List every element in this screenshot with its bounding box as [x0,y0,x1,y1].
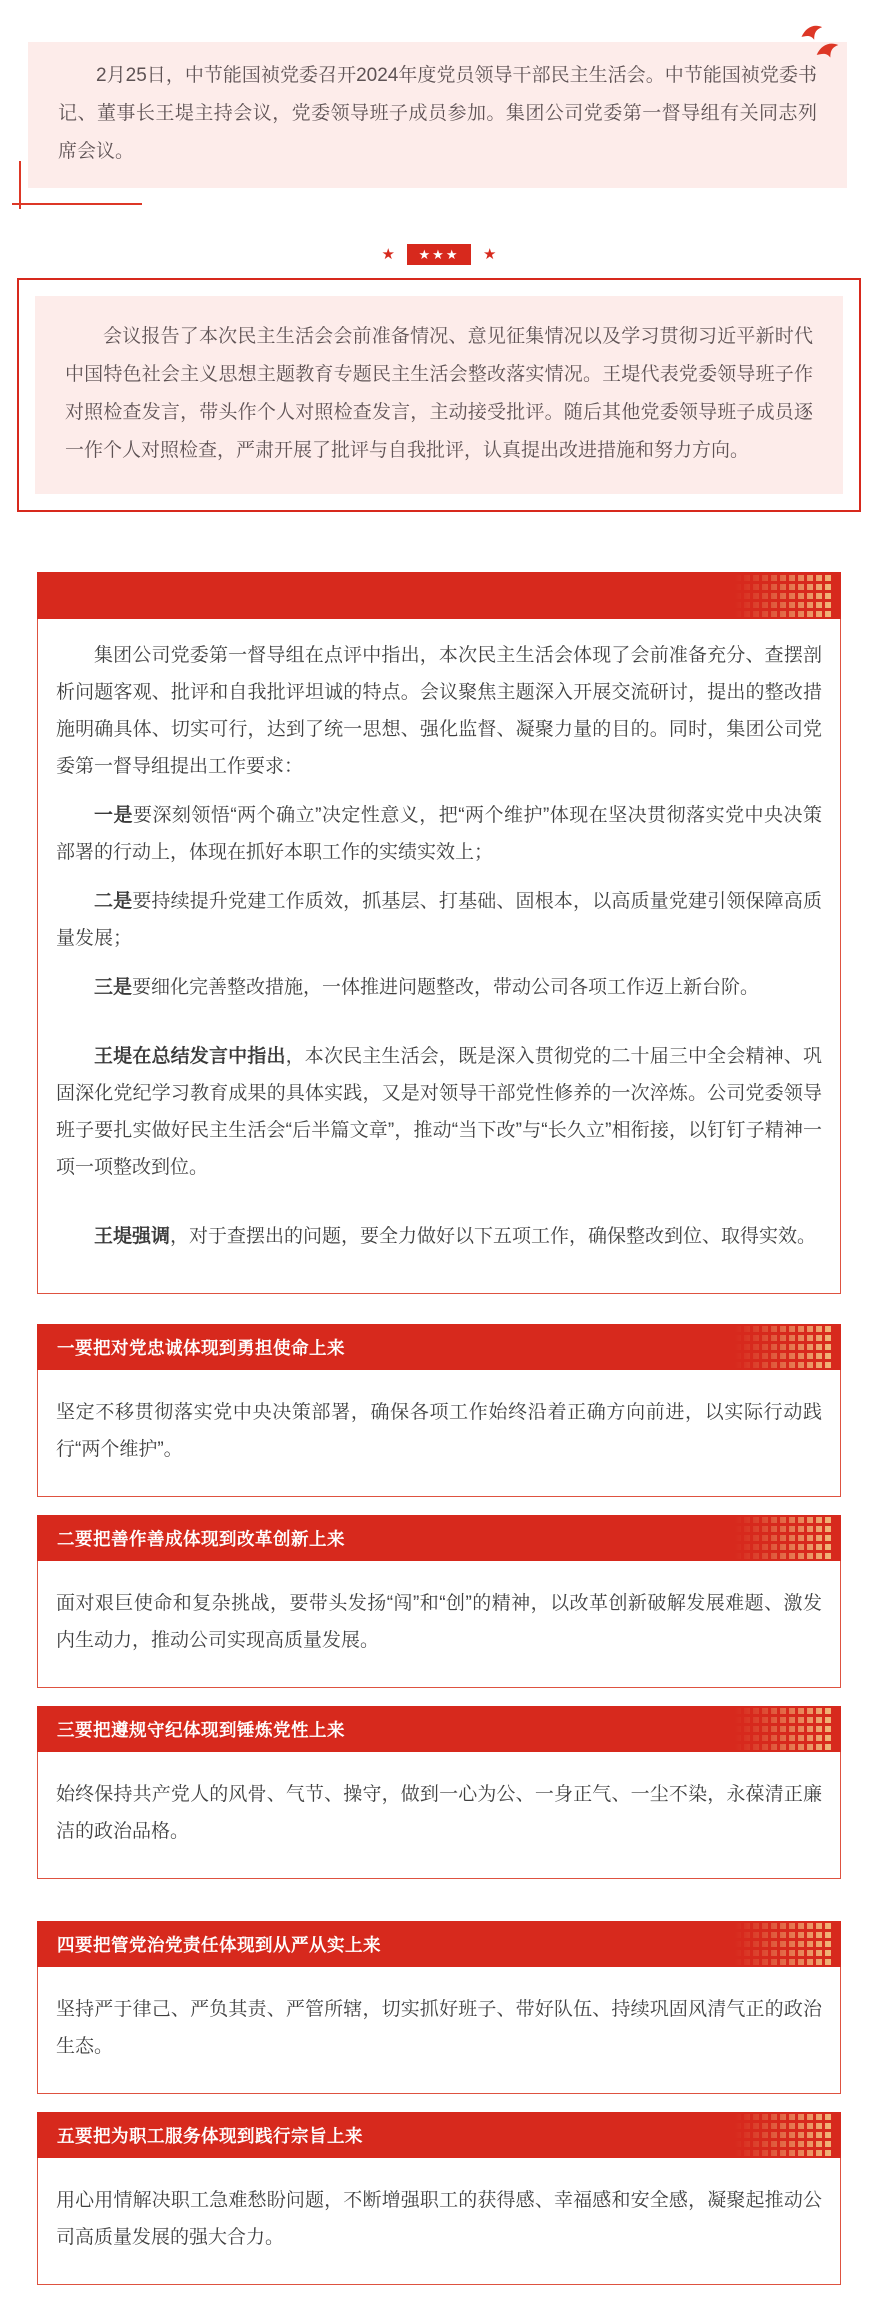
point-card-1-header [37,1324,841,1370]
point-card-3-body [37,1752,841,1879]
summary-paragraph: 王堤强调，对于查摆出的问题，要全力做好以下五项工作，确保整改到位、取得实效。 [94,1226,817,1247]
paragraph-lead: 三是 [94,977,133,998]
point-card-title: 三要把遵规守纪体现到锤炼党性上来 [57,1719,345,1740]
point-card-1-body [37,1370,841,1497]
star-icon: ★ [483,246,497,263]
point-card-3 [37,1706,841,1879]
quote-paragraph: 会议报告了本次民主生活会会前准备情况、意见征集情况以及学习贯彻习近平新时代中国特色社会主义思想主题教育专题民主生活会整改落实情况。王堤代表党委领导班子作对照检查发言，带头作个人对照检查发言，主动接受批评。随后其他党委领导班子成员逐一作个人对照检查，严肃开展了批评与自我批评，认真提出改进措施和努力方向。 [65,326,813,461]
point-card-text: 坚定不移贯彻落实党中央决策部署，确保各项工作始终沿着正确方向前进，以实际行动践行“两个维护”。 [56,1402,822,1460]
summary-paragraph: 集团公司党委第一督导组在点评中指出，本次民主生活会体现了会前准备充分、查摆剖析问题客观、批评和自我批评坦诚的特点。会议聚焦主题深入开展交流研讨，提出的整改措施明确具体、切实可行，达到了统一思想、强化监督、凝聚力量的目的。同时，集团公司党委第一督导组提出工作要求： [56,645,822,777]
dot-grid-ornament [735,1326,834,1368]
point-card-2-header [37,1515,841,1561]
intro-paragraph: 2月25日，中节能国祯党委召开2024年度党员领导干部民主生活会。中节能国祯党委书记、董事长王堤主持会议，党委领导班子成员参加。集团公司党委第一督导组有关同志列席会议。 [58,65,817,162]
point-card-1 [37,1324,841,1497]
point-card-title: 四要把管党治党责任体现到从严从实上来 [57,1934,381,1955]
corner-line-horizontal [12,203,142,205]
star-divider [0,244,878,265]
point-card-5-header [37,2112,841,2158]
paragraph-lead: 王堤强调 [94,1226,171,1247]
paragraph-lead: 一是 [94,805,133,826]
point-card-4-body [37,1967,841,2094]
dot-grid-ornament [735,2114,834,2156]
summary-section [37,572,841,1294]
section-header-bar [37,572,841,619]
summary-paragraph: 一是要深刻领悟“两个确立”决定性意义，把“两个维护”体现在坚决贯彻落实党中央决策部署的行动上，体现在抓好本职工作的实绩实效上； [56,805,822,863]
point-card-text: 面对艰巨使命和复杂挑战，要带头发扬“闯”和“创”的精神，以改革创新破解发展难题、激发内生动力，推动公司实现高质量发展。 [56,1593,822,1651]
summary-paragraph: 三是要细化完善整改措施，一体推进问题整改，带动公司各项工作迈上新台阶。 [94,977,760,998]
star-icon: ★ [381,246,395,263]
point-card-text: 坚持严于律己、严负其责、严管所辖，切实抓好班子、带好队伍、持续巩固风清气正的政治生态。 [56,1999,822,2057]
summary-body [37,619,841,1294]
point-card-2-body [37,1561,841,1688]
three-stars-badge: ★★★ [407,244,471,265]
point-card-5 [37,2112,841,2285]
dot-grid-ornament [735,575,834,618]
corner-line-vertical [19,161,21,209]
point-card-3-header [37,1706,841,1752]
quote-inner [35,296,843,494]
point-card-text: 用心用情解决职工急难愁盼问题，不断增强职工的获得感、幸福感和安全感，凝聚起推动公司高质量发展的强大合力。 [56,2190,822,2248]
paragraph-lead: 王堤在总结发言中指出 [94,1046,286,1067]
article-page [0,42,878,2311]
point-card-text: 始终保持共产党人的风骨、气节、操守，做到一心为公、一身正气、一尘不染，永葆清正廉洁的政治品格。 [56,1784,822,1842]
birds-icon [791,22,845,72]
dot-grid-ornament [735,1708,834,1750]
paragraph-lead: 二是 [94,891,133,912]
point-card-4-header [37,1921,841,1967]
summary-paragraph: 王堤在总结发言中指出，本次民主生活会，既是深入贯彻党的二十届三中全会精神、巩固深化党纪学习教育成果的具体实践，又是对领导干部党性修养的一次淬炼。公司党委领导班子要扎实做好民主生活会“后半篇文章”，推动“当下改”与“长久立”相衔接，以钉钉子精神一项一项整改到位。 [56,1046,822,1178]
point-card-2 [37,1515,841,1688]
point-card-title: 二要把善作善成体现到改革创新上来 [57,1528,345,1549]
quote-box [17,278,861,512]
dot-grid-ornament [735,1517,834,1559]
point-card-title: 五要把为职工服务体现到践行宗旨上来 [57,2125,363,2146]
point-card-title: 一要把对党忠诚体现到勇担使命上来 [57,1337,345,1358]
intro-box [28,42,847,188]
point-card-4 [37,1921,841,2094]
dot-grid-ornament [735,1923,834,1965]
summary-paragraph: 二是要持续提升党建工作质效，抓基层、打基础、固根本，以高质量党建引领保障高质量发展； [56,891,822,949]
